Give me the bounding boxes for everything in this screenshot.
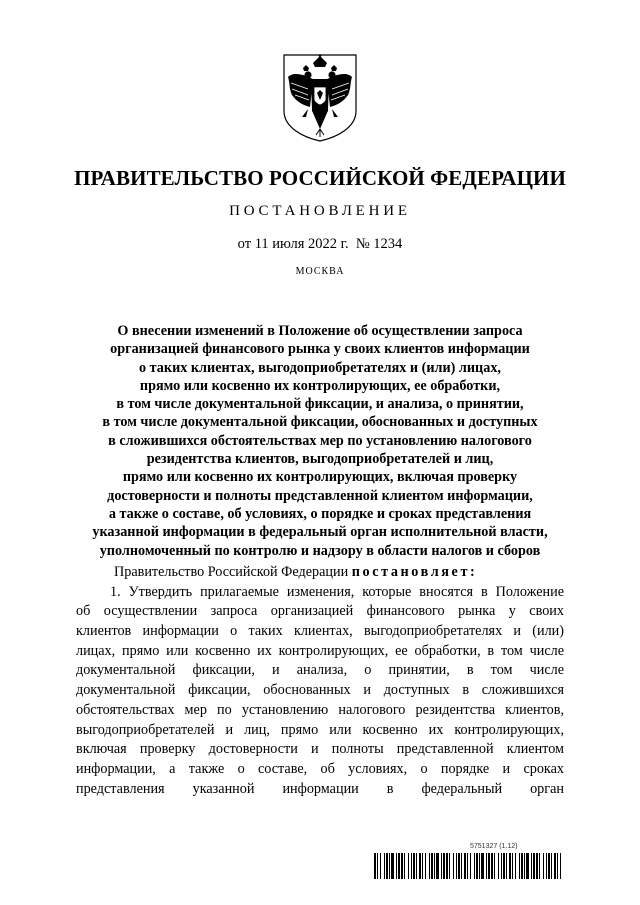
body-line: информации, а также о составе, об условиях, о порядке и сроках [76, 760, 564, 777]
subject-line: прямо или косвенно их контролирующих, ее обработки, [139, 377, 501, 394]
resolution-body [76, 563, 564, 799]
subject-line: в том числе документальной фиксации, и анализа, о принятии, [116, 396, 524, 413]
government-title: ПРАВИТЕЛЬСТВО РОССИЙСКОЙ ФЕДЕРАЦИИ [74, 166, 566, 190]
resolution-subject [70, 322, 570, 560]
coat-of-arms-icon [282, 53, 358, 143]
intro-text: Правительство Российской Федерации [114, 564, 349, 580]
body-line: обстоятельствах мер по установлению налогового резидентства клиентов, [76, 701, 564, 718]
body-line: 1. Утвердить прилагаемые изменения, которые вносятся в Положение [110, 583, 564, 600]
subject-line: о таких клиентах, выгодоприобретателях и (или) лицах, [139, 359, 501, 376]
intro-paragraph [76, 563, 564, 583]
intro-verb: постановляет: [351, 564, 478, 580]
subject-line: резидентства клиентов, выгодоприобретателей и лиц, [146, 451, 494, 468]
body-line: лицах, прямо или косвенно их контролирующих, ее обработки, в том числе [76, 642, 564, 659]
body-line: документальной фиксации, обоснованных и доступных в сложившихся [76, 682, 564, 699]
barcode-icon [374, 853, 564, 879]
body-line: выгодоприобретателей и лиц, прямо или косвенно их контролирующих, [76, 721, 564, 738]
subject-line: достоверности и полноты представленной клиентом информации, [107, 487, 533, 504]
date-and-number: от 11 июля 2022 г. № 1234 [237, 236, 403, 252]
subject-line: уполномоченный по контролю и надзору в области налогов и сборов [99, 542, 541, 559]
subject-line: прямо или косвенно их контролирующих, включая проверку [122, 469, 518, 486]
subject-line: О внесении изменений в Положение об осуществлении запроса [117, 323, 523, 339]
body-line: представления указанной информации в федеральный орган [76, 780, 564, 797]
body-line: включая проверку достоверности и полноты представленной клиентом [76, 741, 564, 758]
body-line: клиентов информации о таких клиентах, выгодоприобретателях и (или) [76, 623, 564, 640]
subject-line: в сложившихся обстоятельствах мер по установлению налогового [108, 432, 532, 449]
subject-line: в том числе документальной фиксации, обоснованных и доступных [102, 414, 538, 431]
subject-line: организацией финансового рынка у своих клиентов информации [110, 341, 530, 358]
document-type: ПОСТАНОВЛЕНИЕ [229, 203, 411, 219]
body-line: об осуществлении запроса организацией финансового рынка у своих [76, 603, 564, 620]
body-line: документальной фиксации, и анализа, о принятии, в том числе [76, 662, 564, 679]
barcode-code: 5751327 (1.12) [470, 843, 518, 850]
subject-line: указанной информации в федеральный орган исполнительной власти, [92, 524, 548, 541]
subject-line: а также о составе, об условиях, о порядке и сроках представления [108, 505, 532, 522]
city-label: МОСКВА [295, 266, 345, 277]
